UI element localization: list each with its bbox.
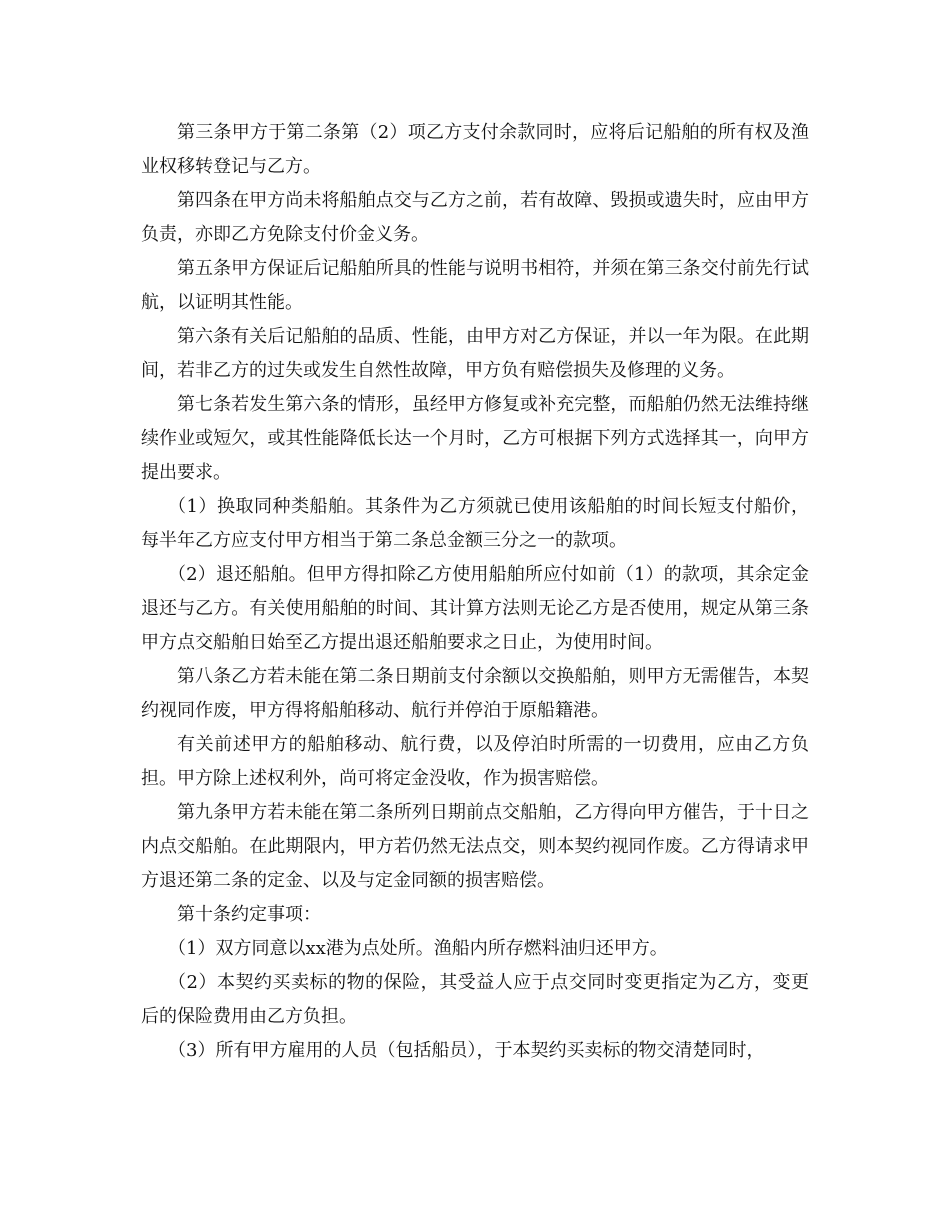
- article-10-item-3: （3）所有甲方雇用的人员（包括船员），于本契约买卖标的物交清楚同时，: [168, 1040, 765, 1061]
- article-10-item-1: （1）双方同意以xx港为点处所。渔船内所存燃料油归还甲方。: [168, 938, 668, 959]
- article-7-item-1: （1）换取同种类船舶。其条件为乙方须就已使用该船舶的时间长短支付船价，每半年乙方应支付甲方相当于第二条总金额三分之一的款项。: [141, 496, 809, 551]
- document-body: [141, 116, 809, 1068]
- article-9-paragraph: 第九条甲方若未能在第二条所列日期前点交船舶，乙方得向甲方催告，于十日之内点交船舶。在此期限内，甲方若仍然无法点交，则本契约视同作废。乙方得请求甲方退还第二条的定金、以及与定金同额的损害赔偿。: [141, 802, 809, 891]
- article-4-paragraph: 第四条在甲方尚未将船舶点交与乙方之前，若有故障、毁损或遗失时，应由甲方负责，亦即乙方免除支付价金义务。: [141, 190, 809, 245]
- article-8-paragraph: 第八条乙方若未能在第二条日期前支付余额以交换船舶，则甲方无需催告，本契约视同作废，甲方得将船舶移动、航行并停泊于原船籍港。: [141, 666, 809, 721]
- article-8-continuation: 有关前述甲方的船舶移动、航行费，以及停泊时所需的一切费用，应由乙方负担。甲方除上述权利外，尚可将定金没收，作为损害赔偿。: [141, 734, 809, 789]
- article-7-item-2: （2）退还船舶。但甲方得扣除乙方使用船舶所应付如前（1）的款项，其余定金退还与乙方。有关使用船舶的时间、其计算方法则无论乙方是否使用，规定从第三条甲方点交船舶日始至乙方提出退还船舶要求之日止，为使用时间。: [141, 564, 809, 653]
- article-10-heading: 第十条约定事项：: [177, 904, 321, 925]
- article-10-item-2: （2）本契约买卖标的物的保险，其受益人应于点交同时变更指定为乙方，变更后的保险费用由乙方负担。: [141, 972, 809, 1027]
- article-6-paragraph: 第六条有关后记船舶的品质、性能，由甲方对乙方保证，并以一年为限。在此期间，若非乙方的过失或发生自然性故障，甲方负有赔偿损失及修理的义务。: [141, 326, 809, 381]
- article-5-paragraph: 第五条甲方保证后记船舶所具的性能与说明书相符，并须在第三条交付前先行试航，以证明其性能。: [141, 258, 809, 313]
- article-7-paragraph: 第七条若发生第六条的情形，虽经甲方修复或补充完整，而船舶仍然无法维持继续作业或短欠，或其性能降低长达一个月时，乙方可根据下列方式选择其一，向甲方提出要求。: [141, 394, 809, 483]
- article-3-paragraph: 第三条甲方于第二条第（2）项乙方支付余款同时，应将后记船舶的所有权及渔业权移转登记与乙方。: [141, 122, 809, 177]
